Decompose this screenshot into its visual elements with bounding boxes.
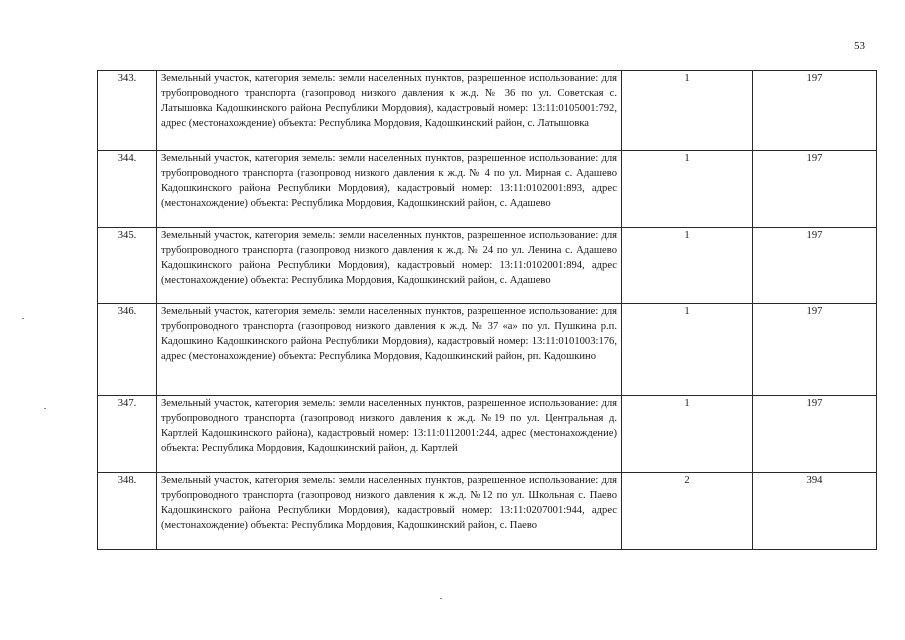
row-value: 394	[753, 473, 877, 550]
row-value: 197	[753, 304, 877, 396]
table-row	[98, 151, 877, 228]
page-number: 53	[854, 40, 865, 52]
row-description: Земельный участок, категория земель: земли населенных пунктов, разрешенное использование: для трубопроводного транспорта (газопровод низкого давления к ж.д. № 4 по ул. Мирная с. Адашево Кадошкинского района Республики Мордовия), кадастровый номер: 13:11:0102001:893, адрес (местонахождение) объекта: Республика Мордовия, Кадошкинский район, с. Адашево	[157, 151, 622, 228]
table-row	[98, 396, 877, 473]
scan-speck	[440, 598, 442, 599]
row-number: 343.	[98, 71, 157, 151]
property-table	[97, 70, 877, 550]
row-quantity: 1	[622, 71, 753, 151]
row-value: 197	[753, 228, 877, 304]
row-number: 348.	[98, 473, 157, 550]
row-description: Земельный участок, категория земель: земли населенных пунктов, разрешенное использование: для трубопроводного транспорта (газопровод низкого давления к ж.д. №19 по ул. Центральная д. Картлей Кадошкинского района), кадастровый номер: 13:11:0112001:244, адрес (местонахождение) объекта: Республика Мордовия, Кадошкинский район, д. Картлей	[157, 396, 622, 473]
row-number: 346.	[98, 304, 157, 396]
row-description: Земельный участок, категория земель: земли населенных пунктов, разрешенное использование: для трубопроводного транспорта (газопровод низкого давления к ж.д. №12 по ул. Школьная с. Паево Кадошкинского района Республики Мордовия), кадастровый номер: 13:11:0207001:944, адрес (местонахождение) объекта: Республика Мордовия, Кадошкинский район, с. Паево	[157, 473, 622, 550]
row-description: Земельный участок, категория земель: земли населенных пунктов, разрешенное использование: для трубопроводного транспорта (газопровод низкого давления к ж.д. № 24 по ул. Ленина с. Адашево Кадошкинского района Республики Мордовия), кадастровый номер: 13:11:0102001:894, адрес (местонахождение) объекта: Республика Мордовия, Кадошкинский район, с. Адашево	[157, 228, 622, 304]
table-row	[98, 228, 877, 304]
table-row	[98, 71, 877, 151]
row-description: Земельный участок, категория земель: земли населенных пунктов, разрешенное использование: для трубопроводного транспорта (газопровод низкого давления к ж.д. № 36 по ул. Советская с. Латышовка Кадошкинского района Республики Мордовия), кадастровый номер: 13:11:0105001:792, адрес (местонахождение) объекта: Республика Мордовия, Кадошкинский район, с. Латышовка	[157, 71, 622, 151]
table-row	[98, 304, 877, 396]
row-quantity: 1	[622, 304, 753, 396]
row-value: 197	[753, 151, 877, 228]
scan-speck	[44, 408, 46, 409]
row-quantity: 1	[622, 228, 753, 304]
row-number: 344.	[98, 151, 157, 228]
row-number: 347.	[98, 396, 157, 473]
row-value: 197	[753, 71, 877, 151]
row-number: 345.	[98, 228, 157, 304]
row-quantity: 1	[622, 396, 753, 473]
row-description: Земельный участок, категория земель: земли населенных пунктов, разрешенное использование: для трубопроводного транспорта (газопровод низкого давления к ж.д. № 37 «а» по ул. Пушкина р.п. Кадошкино Кадошкинского района Республики Мордовия), кадастровый номер: 13:11:0101003:176, адрес (местонахождение) объекта: Республика Мордовия, Кадошкинский район, рп. Кадошкино	[157, 304, 622, 396]
row-quantity: 1	[622, 151, 753, 228]
scan-speck	[22, 318, 24, 319]
table-row	[98, 473, 877, 550]
row-quantity: 2	[622, 473, 753, 550]
row-value: 197	[753, 396, 877, 473]
